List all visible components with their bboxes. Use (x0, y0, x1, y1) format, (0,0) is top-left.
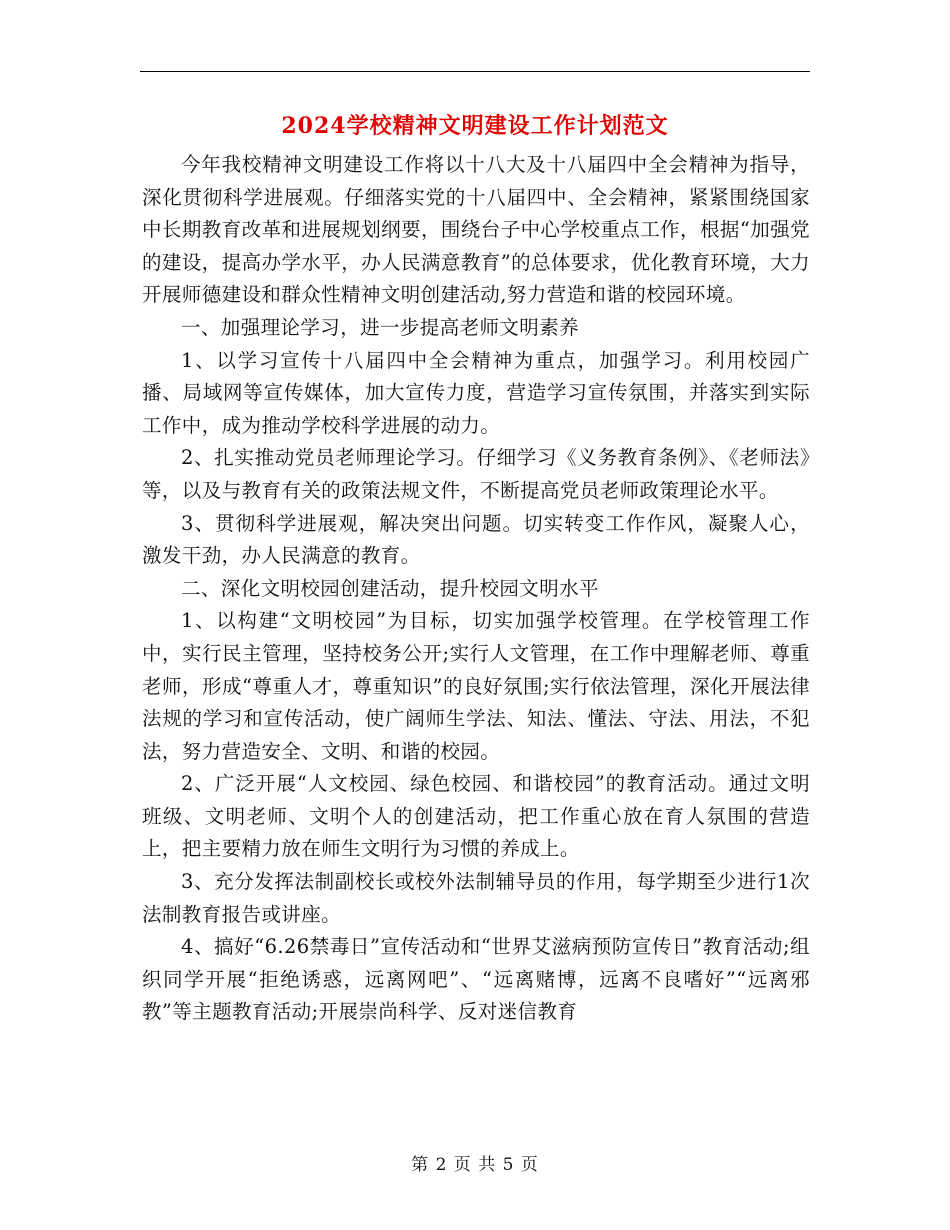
paragraph: 3、充分发挥法制副校长或校外法制辅导员的作用，每学期至少进行1次法制教育报告或讲座。 (142, 870, 810, 926)
section-heading: 二、深化文明校园创建活动，提升校园文明水平 (181, 576, 599, 600)
page-number: 第 2 页 共 5 页 (411, 1155, 539, 1175)
paragraph: 1、以构建“文明校园”为目标，切实加强学校管理。在学校管理工作中，实行民主管理，坚持校务公开;实行人文管理，在工作中理解老师、尊重老师，形成“尊重人才，尊重知识”的良好氛围;实行依法管理，深化开展法律法规的学习和宣传活动，使广阔师生学法、知法、懂法、守法、用法，不犯法，努力营造安全、文明、和谐的校园。 (142, 609, 810, 763)
section-heading: 一、加强理论学习，进一步提高老师文明素养 (181, 315, 580, 339)
document-title: 2024学校精神文明建设工作计划范文 (281, 113, 669, 139)
paragraph: 今年我校精神文明建设工作将以十八大及十八届四中全会精神为指导，深化贯彻科学进展观。仔细落实党的十八届四中、全会精神，紧紧围绕国家中长期教育改革和进展规划纲要，围绕台子中心学校重点工作，根据“加强党的建设，提高办学水平，办人民满意教育”的总体要求，优化教育环境，大力开展师德建设和群众性精神文明创建活动,努力营造和谐的校园环境。 (142, 153, 810, 307)
paragraph: 2、扎实推动党员老师理论学习。仔细学习《义务教育条例》、《老师法》等，以及与教育有关的政策法规文件，不断提高党员老师政策理论水平。 (142, 446, 810, 502)
paragraph: 3、贯彻科学进展观，解决突出问题。切实转变工作作风，凝聚人心，激发干劲，办人民满意的教育。 (142, 511, 810, 568)
paragraph: 4、搞好“6.26禁毒日”宣传活动和“世界艾滋病预防宣传日”教育活动;组织同学开展“拒绝诱惑，远离网吧”、“远离赌博，远离不良嗜好”“远离邪教”等主题教育活动;开展崇尚科学、反对迷信教育 (142, 935, 810, 1024)
header-rule (140, 71, 810, 72)
document-body (142, 149, 810, 1029)
paragraph: 1、以学习宣传十八届四中全会精神为重点，加强学习。利用校园广播、局域网等宣传媒体，加大宣传力度，营造学习宣传氛围，并落实到实际工作中，成为推动学校科学进展的动力。 (142, 348, 810, 437)
paragraph: 2、广泛开展“人文校园、绿色校园、和谐校园”的教育活动。通过文明班级、文明老师、文明个人的创建活动，把工作重心放在育人氛围的营造上，把主要精力放在师生文明行为习惯的养成上。 (142, 772, 810, 861)
